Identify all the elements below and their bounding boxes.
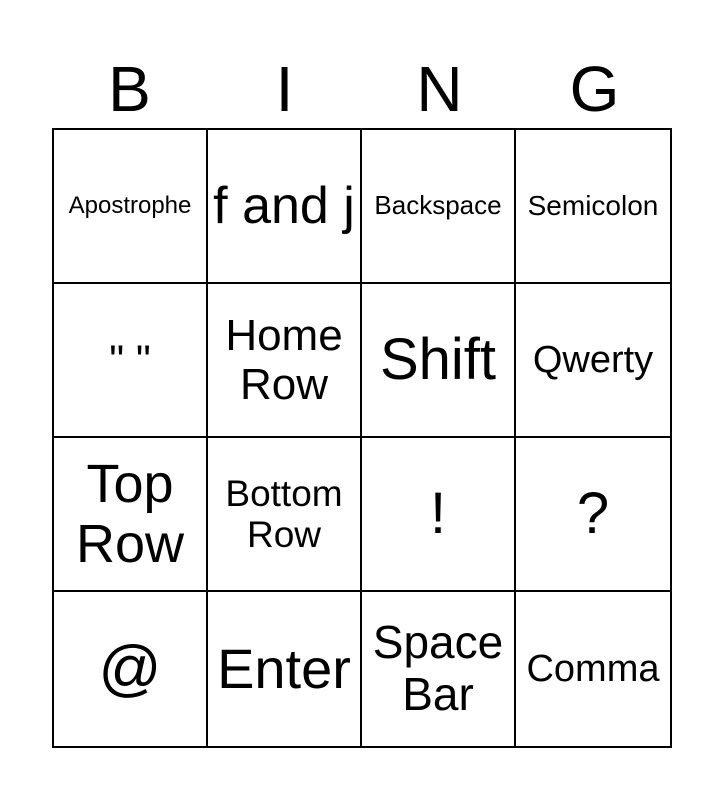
bingo-cell: ! — [362, 438, 516, 592]
bingo-cell: Qwerty — [516, 284, 670, 438]
bingo-cell: Apostrophe — [54, 130, 208, 284]
bingo-cell: " " — [54, 284, 208, 438]
header-letter-b: B — [108, 53, 151, 125]
bingo-cell: Semicolon — [516, 130, 670, 284]
bingo-cell: Backspace — [362, 130, 516, 284]
bingo-cell: Comma — [526, 647, 660, 690]
bingo-cell: Home Row — [208, 284, 362, 438]
bingo-header — [52, 50, 672, 128]
bingo-cell: @ — [54, 592, 208, 746]
bingo-cell: Space Bar — [362, 592, 516, 746]
bingo-cell: Enter — [208, 592, 362, 746]
header-letter-n: N — [416, 53, 463, 125]
bingo-cell: ? — [516, 438, 670, 592]
header-letter-g: G — [569, 53, 620, 125]
bingo-cell: Shift — [362, 284, 516, 438]
header-letter-i: I — [275, 53, 294, 125]
bingo-cell: Bottom Row — [208, 438, 362, 592]
bingo-cell: f and j — [208, 130, 362, 284]
bingo-card — [52, 128, 672, 748]
bingo-cell: Top Row — [54, 438, 208, 592]
